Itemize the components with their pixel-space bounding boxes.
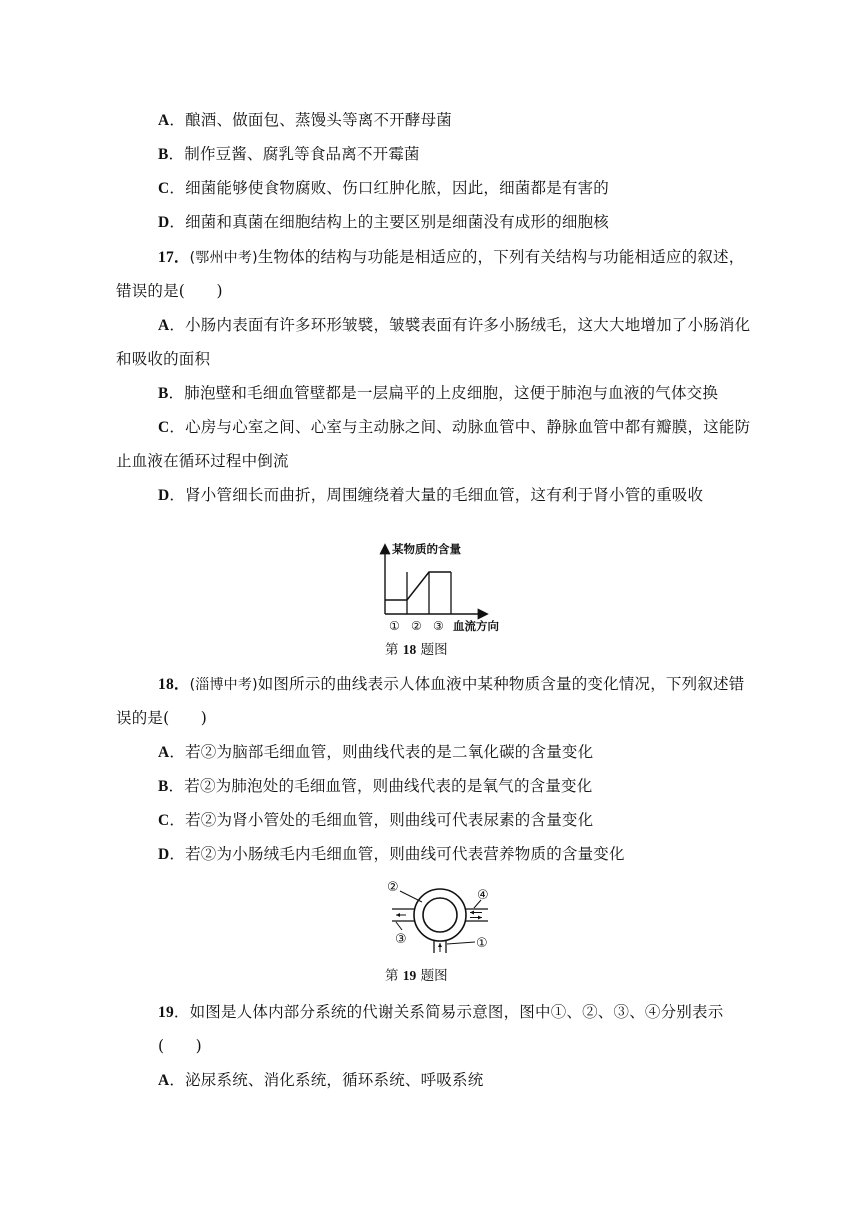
caption-prefix: 第: [385, 968, 403, 984]
option-letter: B: [158, 385, 169, 402]
option-text: ．若②为肾小管处的毛细血管，则曲线可代表尿素的含量变化: [169, 811, 594, 829]
leader-1: [447, 942, 475, 944]
question-stem: 如图所示的曲线表示人体血液中某种物质含量的变化情况，下列叙述错: [257, 675, 745, 693]
figure-18-caption: [385, 641, 448, 659]
q18-stem: 18．(淄博中考)如图所示的曲线表示人体血液中某种物质含量的变化情况，下列叙述错: [158, 675, 745, 693]
option-letter: A: [158, 317, 170, 334]
q17-option-c-cont: 止血液在循环过程中倒流: [116, 452, 289, 470]
q18-option-b: [158, 776, 592, 797]
leader-2: [400, 891, 422, 902]
option-text: ．若②为小肠绒毛内毛细血管，则曲线可代表营养物质的含量变化: [169, 845, 625, 863]
bottom-arrowhead: [438, 943, 442, 947]
left-arrowhead: [396, 913, 400, 917]
q18-option-d: [158, 844, 625, 865]
q19-option-a: [158, 1070, 483, 1091]
label-2: ②: [387, 880, 399, 895]
option-text: ．酿酒、做面包、蒸馒头等离不开酵母菌: [169, 111, 453, 129]
content-curve: [385, 572, 451, 600]
q16-option-b: [158, 144, 420, 165]
caption-number: 19: [402, 968, 417, 983]
q19-stem-cont: ( ): [158, 1037, 202, 1055]
segment-label-3: ③: [433, 619, 444, 633]
option-letter: B: [158, 146, 169, 163]
q18-option-a: [158, 742, 593, 763]
question-number: 17: [158, 249, 174, 266]
option-text: ．细菌和真菌在细胞结构上的主要区别是细菌没有成形的细胞核: [169, 213, 610, 231]
q17-option-a-cont: 和吸收的面积: [116, 350, 211, 368]
right-arrowhead-in: [470, 911, 474, 915]
option-letter: D: [158, 487, 170, 504]
option-letter: C: [158, 180, 170, 197]
figure-19-caption: [385, 967, 448, 985]
q17-option-b: [158, 383, 718, 404]
option-text: ．制作豆酱、腐乳等食品离不开霉菌: [168, 145, 420, 163]
q19-stem: [158, 1002, 723, 1023]
option-letter: A: [158, 112, 170, 129]
option-text: ．心房与心室之间、心室与主动脉之间、动脉血管中、静脉血管中都有瓣膜，这能防: [169, 418, 751, 436]
leader-3: [396, 922, 402, 930]
option-text: ．肺泡壁和毛细血管壁都是一层扁平的上皮细胞，这便于肺泡与血液的气体交换: [168, 384, 719, 402]
q16-option-d: [158, 212, 609, 233]
option-text: ．泌尿系统、消化系统，循环系统、呼吸系统: [169, 1071, 484, 1089]
label-1: ①: [476, 936, 488, 951]
segment-label-2: ②: [411, 619, 422, 633]
caption-number: 18: [402, 642, 417, 657]
option-letter: A: [158, 744, 170, 761]
q17-option-a: [158, 315, 750, 336]
question-source: (淄博中考): [189, 677, 258, 693]
segment-label-1: ①: [389, 619, 400, 633]
question-source: (鄂州中考): [189, 250, 258, 266]
option-letter: B: [158, 778, 169, 795]
option-letter: D: [158, 846, 170, 863]
option-text: ．若②为肺泡处的毛细血管，则曲线代表的是氧气的含量变化: [168, 777, 593, 795]
outer-ring: [414, 889, 466, 941]
q17-stem-cont: 错误的是( ): [116, 282, 223, 300]
q17-option-c: [158, 417, 750, 438]
option-letter: D: [158, 214, 170, 231]
caption-prefix: 第: [385, 642, 403, 658]
q17-stem: 17．(鄂州中考)生物体的结构与功能是相适应的，下列有关结构与功能相适应的叙述，: [158, 248, 745, 266]
q16-option-c: [158, 178, 609, 199]
q18-stem-cont: 误的是( ): [116, 709, 207, 727]
figure-18-chart: [378, 540, 512, 636]
inner-ring: [423, 898, 457, 932]
x-axis-label: 血流方向: [453, 619, 499, 633]
question-stem: ．如图是人体内部分系统的代谢关系简易示意图，图中①、②、③、④分别表示: [173, 1003, 724, 1021]
caption-suffix: 题图: [416, 968, 448, 984]
right-arrowhead-out: [478, 916, 482, 920]
question-number: 18: [158, 676, 174, 693]
option-letter: A: [158, 1072, 170, 1089]
option-text: ．小肠内表面有许多环形皱襞，皱襞表面有许多小肠绒毛，这大大地增加了小肠消化: [169, 316, 751, 334]
option-letter: C: [158, 419, 170, 436]
question-number: 19: [158, 1004, 174, 1021]
option-text: ．肾小管细长而曲折，周围缠绕着大量的毛细血管，这有利于肾小管的重吸收: [169, 486, 704, 504]
question-stem: 生物体的结构与功能是相适应的，下列有关结构与功能相适应的叙述，: [257, 248, 745, 266]
label-4: ④: [477, 888, 489, 903]
q16-option-a: [158, 110, 452, 131]
q18-option-c: [158, 810, 593, 831]
option-text: ．细菌能够使食物腐败、伤口红肿化脓，因此，细菌都是有害的: [169, 179, 610, 197]
label-3: ③: [395, 932, 407, 947]
y-axis-label: 某物质的含量: [392, 542, 461, 556]
q17-option-d: [158, 485, 703, 506]
figure-19-diagram: [384, 878, 494, 954]
caption-suffix: 题图: [416, 642, 448, 658]
option-letter: C: [158, 812, 170, 829]
option-text: ．若②为脑部毛细血管，则曲线代表的是二氧化碳的含量变化: [169, 743, 594, 761]
